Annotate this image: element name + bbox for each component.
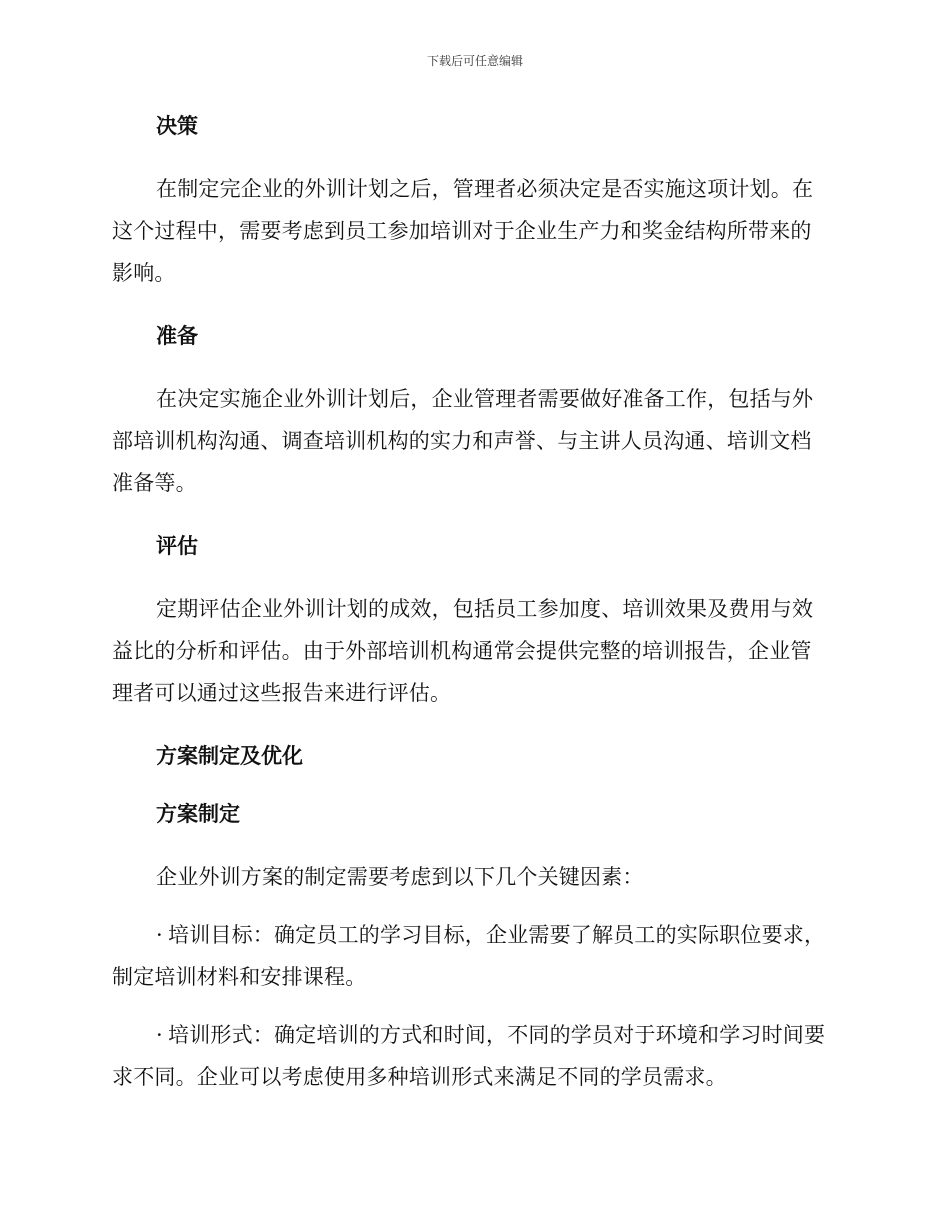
- bullet-icon: ·: [156, 923, 163, 947]
- plan-making-intro: 企业外训方案的制定需要考虑到以下几个关键因素：: [156, 865, 644, 889]
- section-body-evaluation: 定期评估企业外训计划的成效，包括员工参加度、培训效果及费用与效益比的分析和评估。由于外部培训机构通常会提供完整的培训报告，企业管理者可以通过这些报告来进行评估。: [112, 597, 814, 705]
- section-heading-decision: 决策: [156, 113, 198, 138]
- list-item-text: 培训目标：确定员工的学习目标，企业需要了解员工的实际职位要求，制定培训材料和安排课程。: [112, 923, 826, 989]
- section-heading-plan-making: 方案制定: [156, 801, 240, 826]
- page-header: 下载后可任意编辑: [426, 54, 523, 68]
- section-heading-evaluation: 评估: [156, 533, 198, 558]
- list-item-text: 培训形式：确定培训的方式和时间，不同的学员对于环境和学习时间要求不同。企业可以考虑使用多种培训形式来满足不同的学员需求。: [112, 1023, 826, 1089]
- list-item: [112, 1014, 830, 1098]
- section-heading-preparation: 准备: [156, 323, 198, 348]
- section-body-preparation: 在决定实施企业外训计划后，企业管理者需要做好准备工作，包括与外部培训机构沟通、调查培训机构的实力和声誉、与主讲人员沟通、培训文档准备等。: [112, 387, 814, 495]
- document-body: [112, 110, 830, 1114]
- section-body-decision: 在制定完企业的外训计划之后，管理者必须决定是否实施这项计划。在这个过程中，需要考虑到员工参加培训对于企业生产力和奖金结构所带来的影响。: [112, 177, 814, 285]
- list-item: [112, 914, 830, 998]
- bullet-icon: ·: [156, 1023, 163, 1047]
- section-heading-plan-optimization: 方案制定及优化: [156, 743, 303, 768]
